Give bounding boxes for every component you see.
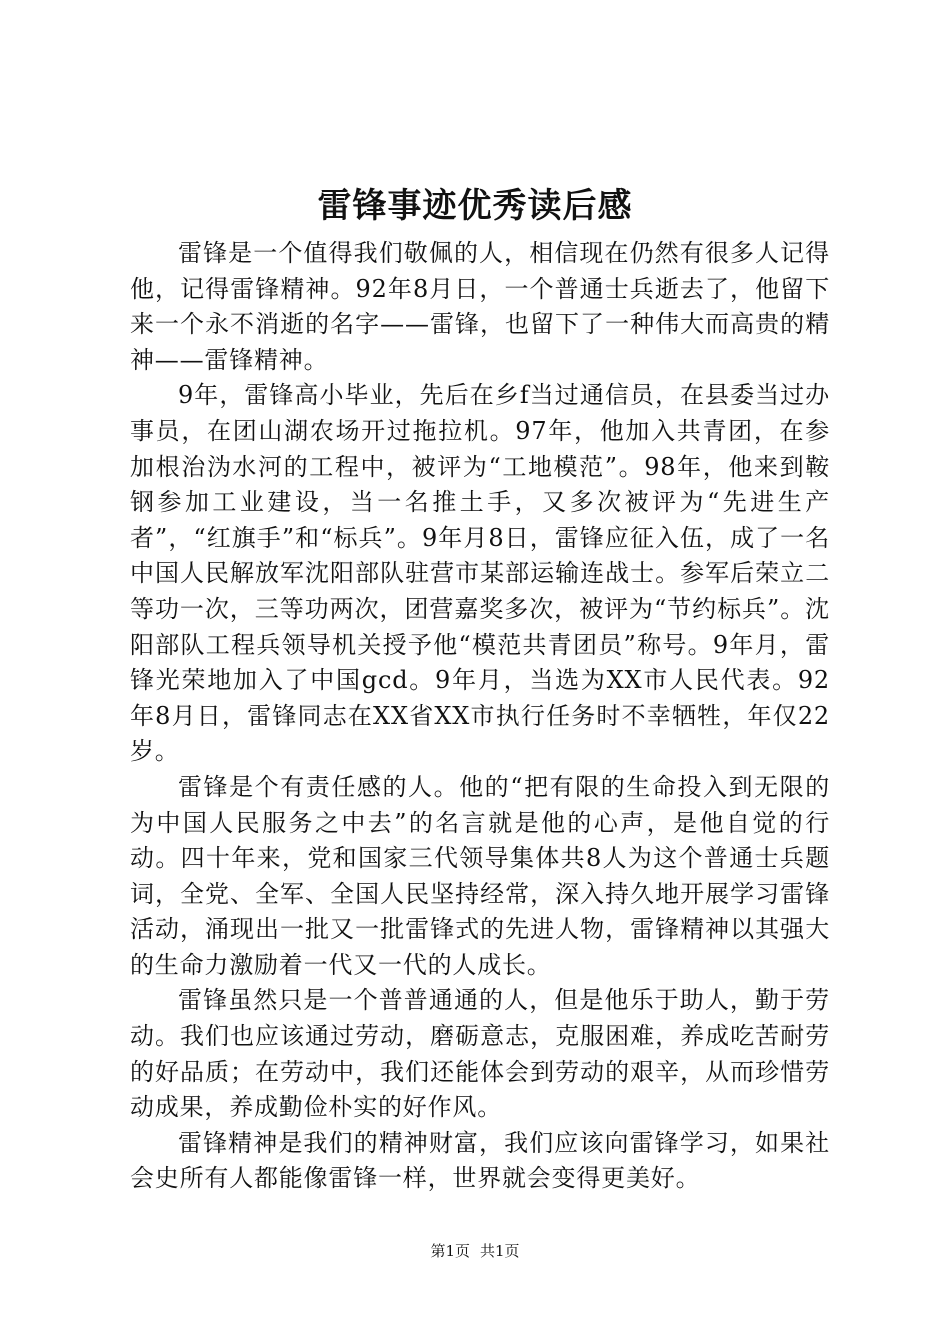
document-body [130,236,830,1197]
paragraph-4: 雷锋虽然只是一个普普通通的人，但是他乐于助人，勤于劳动。我们也应该通过劳动，磨砺意志，克服困难，养成吃苦耐劳的好品质；在劳动中，我们还能体会到劳动的艰辛，从而珍惜劳动成果，养成勤俭朴实的好作风。 [130,986,830,1122]
document-title: 雷锋事迹优秀读后感 [317,186,633,226]
paragraph-5: 雷锋精神是我们的精神财富，我们应该向雷锋学习，如果社会史所有人都能像雷锋一样，世界就会变得更美好。 [130,1128,830,1193]
paragraph-3: 雷锋是个有责任感的人。他的“把有限的生命投入到无限的为中国人民服务之中去”的名言就是他的心声，是他自觉的行动。四十年来，党和国家三代领导集体共8人为这个普通士兵题词，全党、全军、全国人民坚持经常，深入持久地开展学习雷锋活动，涌现出一批又一批雷锋式的先进人物，雷锋精神以其强大的生命力激励着一代又一代的人成长。 [130,772,830,979]
paragraph-1: 雷锋是一个值得我们敬佩的人，相信现在仍然有很多人记得他，记得雷锋精神。92年8月日，一个普通士兵逝去了，他留下来一个永不消逝的名字——雷锋，也留下了一种伟大而高贵的精神——雷锋精神。 [130,239,830,374]
page-footer [0,1240,950,1262]
page-number: 第1页 [430,1242,470,1260]
page-total: 共1页 [480,1242,520,1260]
paragraph-2: 9年，雷锋高小毕业，先后在乡f当过通信员，在县委当过办事员，在团山湖农场开过拖拉机。97年，他加入共青团，在参加根治沩水河的工程中，被评为“工地模范”。98年，他来到鞍钢参加工业建设，当一名推土手，又多次被评为“先进生产者”，“红旗手”和“标兵”。9年月8日，雷锋应征入伍，成了一名中国人民解放军沈阳部队驻营市某部运输连战士。参军后荣立二等功一次，三等功两次，团营嘉奖多次，被评为“节约标兵”。沈阳部队工程兵领导机关授予他“模范共青团员”称号。9年月，雷锋光荣地加入了中国gcd。9年月，当选为XX市人民代表。92年8月日，雷锋同志在XX省XX市执行任务时不幸牺牲，年仅22岁。 [130,381,830,766]
